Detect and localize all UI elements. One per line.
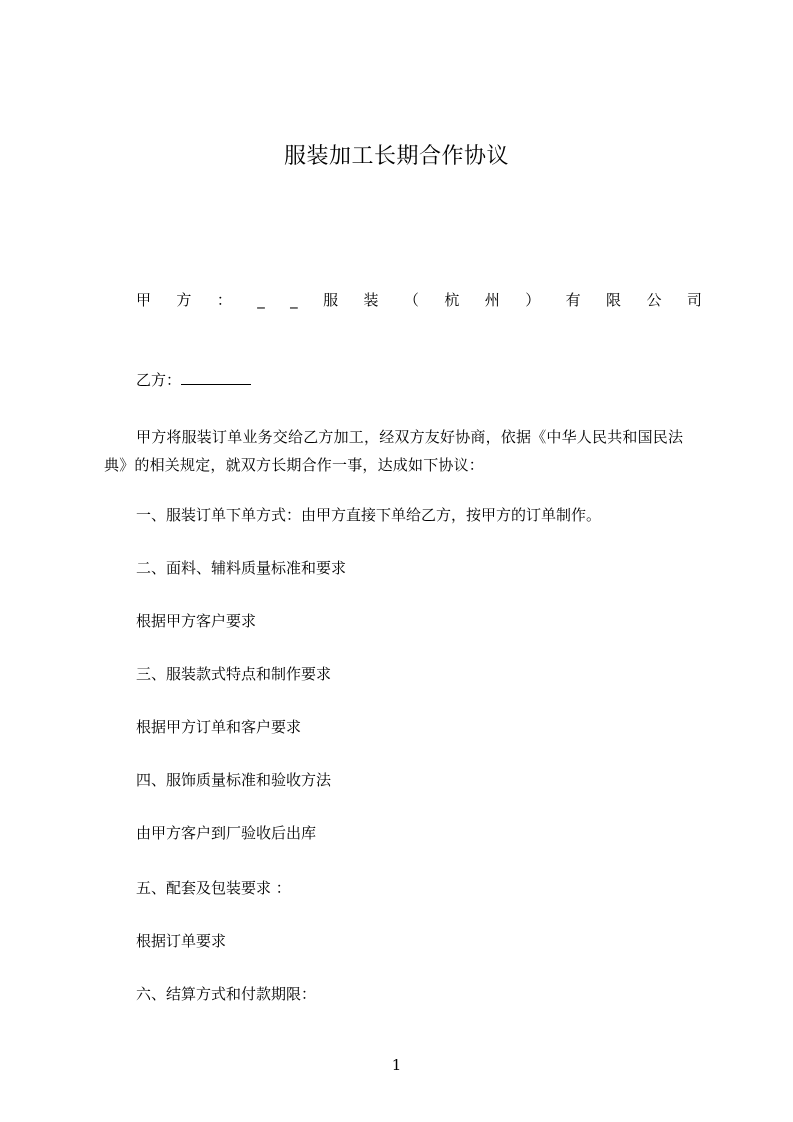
clause-5-body: 根据订单要求 xyxy=(136,932,227,950)
party-a-char: 甲 xyxy=(136,291,152,309)
party-a-char: 杭 xyxy=(444,291,460,309)
clause-4-heading: 四、服饰质量标准和验收方法 xyxy=(136,771,332,789)
party-a-char: ） xyxy=(525,291,541,309)
page-number: 1 xyxy=(391,1056,402,1074)
party-b-line xyxy=(136,369,251,391)
clause-1-heading: 一、服装订单下单方式：由甲方直接下单给乙方，按甲方的订单制作。 xyxy=(136,506,602,524)
party-a-char: ： xyxy=(216,291,232,309)
party-a-char: 装 xyxy=(363,291,379,309)
party-b-blank xyxy=(181,370,251,385)
clause-6-heading: 六、结算方式和付款期限： xyxy=(136,985,317,1003)
party-a-char: 服 xyxy=(323,291,339,309)
clause-2-heading: 二、面料、辅料质量标准和要求 xyxy=(136,559,347,577)
clause-5-heading: 五、配套及包装要求 ： xyxy=(136,879,291,897)
party-a-char: _ xyxy=(257,291,265,309)
clause-3-heading: 三、服装款式特点和制作要求 xyxy=(136,665,332,683)
document-title: 服装加工长期合作协议 xyxy=(283,144,509,169)
party-a-char: 州 xyxy=(484,291,500,309)
party-b-label: 乙方： xyxy=(136,371,182,389)
clause-2-body: 根据甲方客户要求 xyxy=(136,612,257,630)
clause-4-body: 由甲方客户到厂验收后出库 xyxy=(136,824,317,842)
party-a-char: 限 xyxy=(606,291,622,309)
party-a-char: _ xyxy=(290,291,298,309)
party-a-char: 司 xyxy=(686,291,702,309)
party-a-line xyxy=(136,289,702,311)
intro-paragraph: 甲方将服装订单业务交给乙方加工，经双方友好协商，依据《中华人民共和国民法典》的相关规定，就双方长期合作一事，达成如下协议： xyxy=(104,428,684,474)
party-a-char: 公 xyxy=(646,291,662,309)
clause-3-body: 根据甲方订单和客户要求 xyxy=(136,718,302,736)
party-a-char: 有 xyxy=(565,291,581,309)
party-a-char: 方 xyxy=(176,291,192,309)
party-a-char: （ xyxy=(403,291,419,309)
